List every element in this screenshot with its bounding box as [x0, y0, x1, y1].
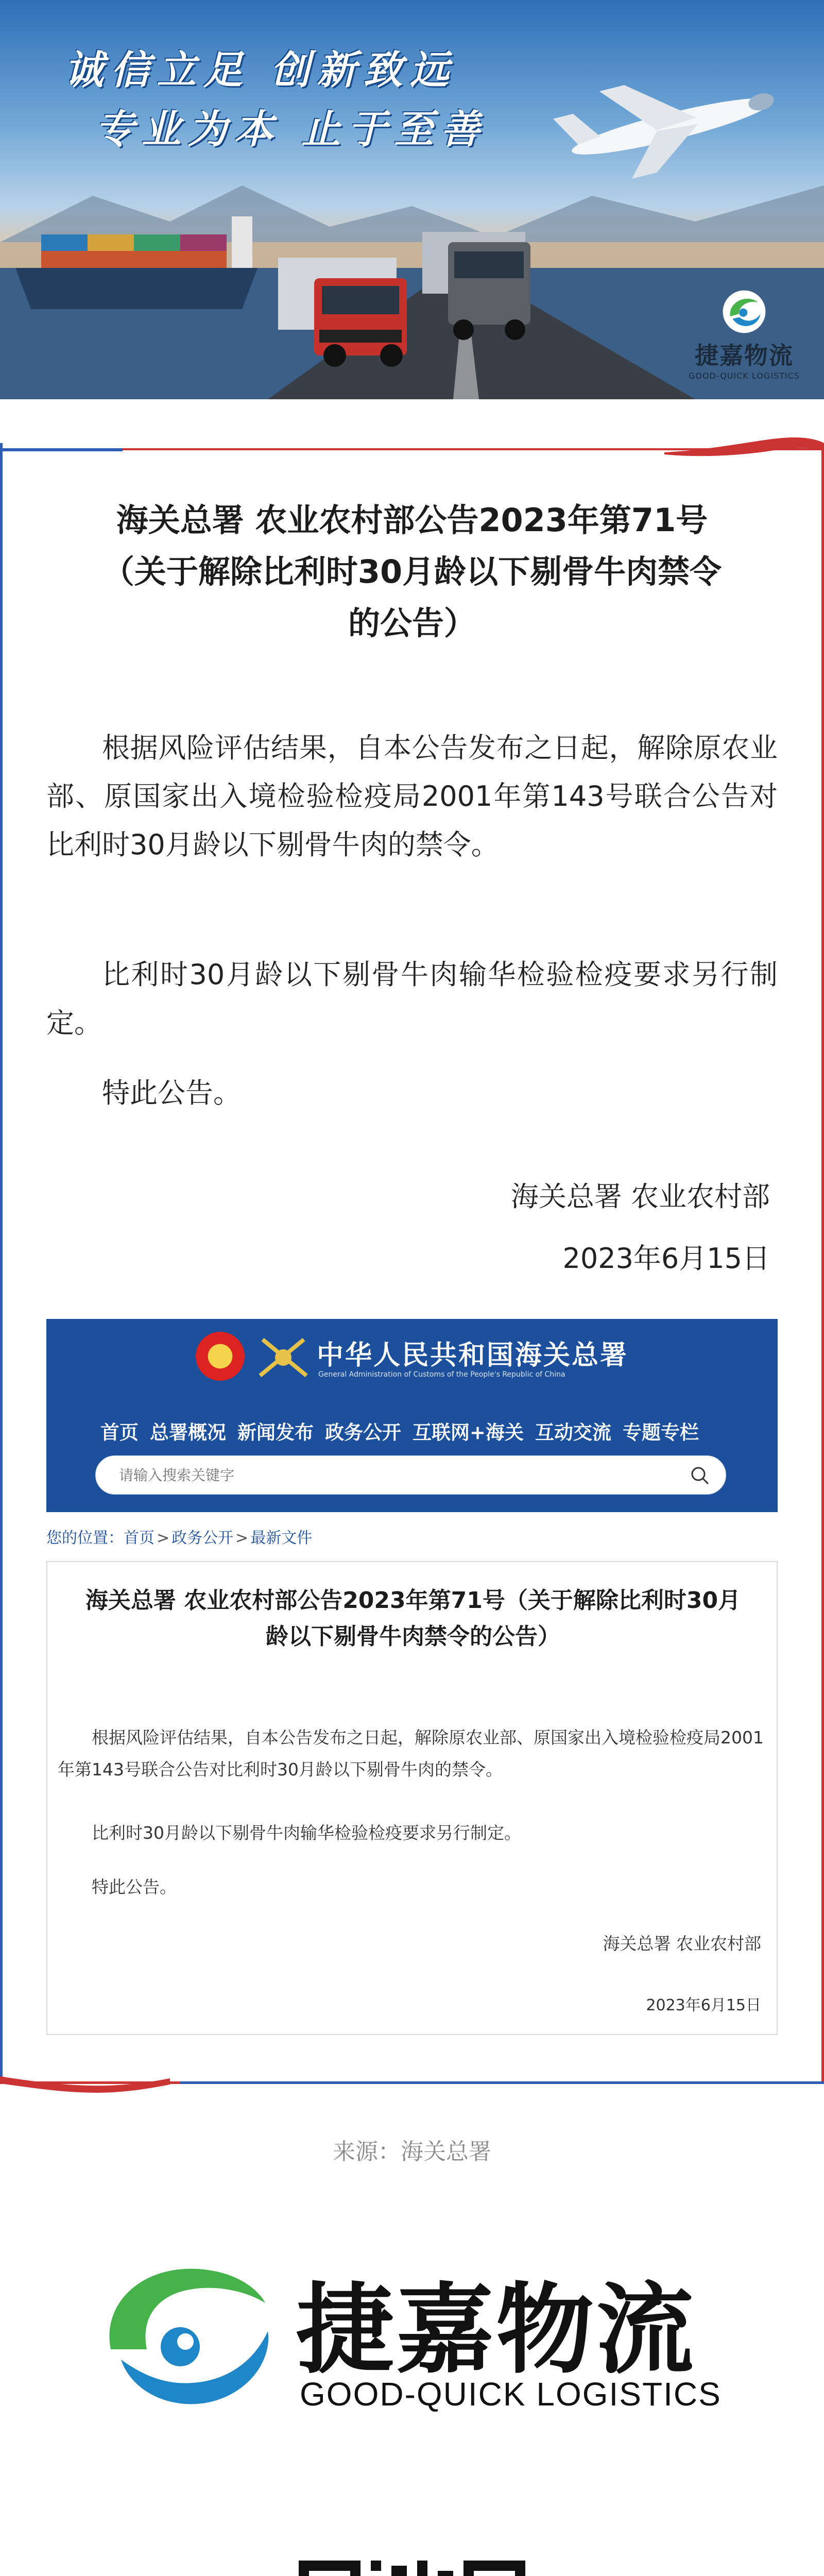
company-name-en: GOOD-QUICK LOGISTICS: [300, 2376, 722, 2413]
slogan-line-1: 诚信立足 创新致远: [64, 47, 456, 93]
customs-search-box: [95, 1455, 726, 1495]
customs-nav: [100, 1417, 699, 1445]
customs-site-header: [46, 1319, 778, 1512]
slogan-line-2: 专业为本 止于至善: [95, 106, 487, 152]
top-divider-blue: [0, 448, 123, 451]
customs-article-paragraph-3: 特此公告。: [92, 1877, 177, 1897]
national-emblem-icon: [196, 1332, 245, 1381]
nav-item-interaction[interactable]: 互动交流: [535, 1421, 612, 1444]
banner-logo-cn: 捷嘉物流: [695, 342, 794, 369]
article-title-line-2: （关于解除比利时30月龄以下剔骨牛肉禁令: [102, 553, 722, 590]
nav-item-internet-customs[interactable]: 互联网+海关: [413, 1421, 524, 1444]
banner-logo-en: GOOD-QUICK LOGISTICS: [688, 371, 800, 381]
article-paragraph-2: 比利时30月龄以下剔骨牛肉输华检验检疫要求另行制定。: [46, 958, 778, 1039]
customs-article-title-line-2: 龄以下剔骨牛肉禁令的公告）: [266, 1623, 560, 1650]
red-ribbon-icon: [664, 428, 824, 459]
company-name-cn: 捷嘉物流: [296, 2273, 696, 2387]
breadcrumb-gov-affairs[interactable]: 政务公开: [171, 1529, 234, 1547]
customs-article-date: 2023年6月15日: [646, 1996, 761, 2014]
nav-item-gov-affairs[interactable]: 政务公开: [325, 1421, 401, 1444]
breadcrumb: [46, 1525, 312, 1548]
red-ribbon-icon: [0, 2066, 170, 2097]
search-icon[interactable]: [690, 1465, 710, 1486]
source-credit: 来源：海关总署: [333, 2139, 491, 2165]
banner-logo: [688, 289, 801, 381]
customs-article-box: [46, 1561, 778, 2035]
company-logo-icon: [721, 289, 767, 335]
customs-site-screenshot: [46, 1319, 778, 2040]
customs-article-title: [63, 1583, 763, 1655]
breadcrumb-separator: >: [235, 1529, 249, 1547]
qr-code-icon[interactable]: [294, 2555, 530, 2576]
nav-item-topics[interactable]: 专题专栏: [623, 1421, 699, 1444]
article-signer: 海关总署 农业农村部: [510, 1180, 770, 1213]
breadcrumb-latest[interactable]: 最新文件: [250, 1529, 313, 1547]
customs-article-paragraph-2: 比利时30月龄以下剔骨牛肉输华检验检疫要求另行制定。: [92, 1823, 521, 1843]
article-paragraph-3: 特此公告。: [102, 1077, 241, 1109]
customs-article-paragraph-1: 根据风险评估结果，自本公告发布之日起，解除原农业部、原国家出入境检验检疫局2001年第143号联合公告对比利时30月龄以下剔骨牛肉的禁令。: [58, 1727, 764, 1780]
customs-site-name: 中华人民共和国海关总署: [317, 1340, 629, 1371]
article-title-line-3: 的公告）: [348, 604, 476, 642]
nav-item-overview[interactable]: 总署概况: [150, 1421, 226, 1444]
article-title-line-1: 海关总署 农业农村部公告2023年第71号: [116, 501, 708, 539]
customs-key-emblem-icon: [255, 1334, 312, 1381]
company-logo-icon: [90, 2241, 276, 2427]
customs-site-subtitle: General Administration of Customs of the People's Republic of China: [318, 1370, 565, 1379]
search-input[interactable]: [119, 1465, 634, 1486]
article-date: 2023年6月15日: [562, 1242, 770, 1275]
customs-article-title-line-1: 海关总署 农业农村部公告2023年第71号（关于解除比利时30月: [85, 1587, 741, 1614]
breadcrumb-separator: >: [157, 1529, 170, 1547]
nav-item-home[interactable]: 首页: [100, 1421, 139, 1444]
customs-article-signer: 海关总署 农业农村部: [603, 1934, 761, 1954]
hero-banner: [0, 0, 824, 399]
article-paragraph-1: 根据风险评估结果，自本公告发布之日起，解除原农业部、原国家出入境检验检疫局2001年第143号联合公告对比利时30月龄以下剔骨牛肉的禁令。: [46, 732, 778, 861]
article-title: [52, 495, 772, 649]
breadcrumb-label: 您的位置：: [46, 1529, 124, 1547]
breadcrumb-home[interactable]: 首页: [124, 1529, 154, 1547]
nav-item-news[interactable]: 新闻发布: [237, 1421, 314, 1444]
